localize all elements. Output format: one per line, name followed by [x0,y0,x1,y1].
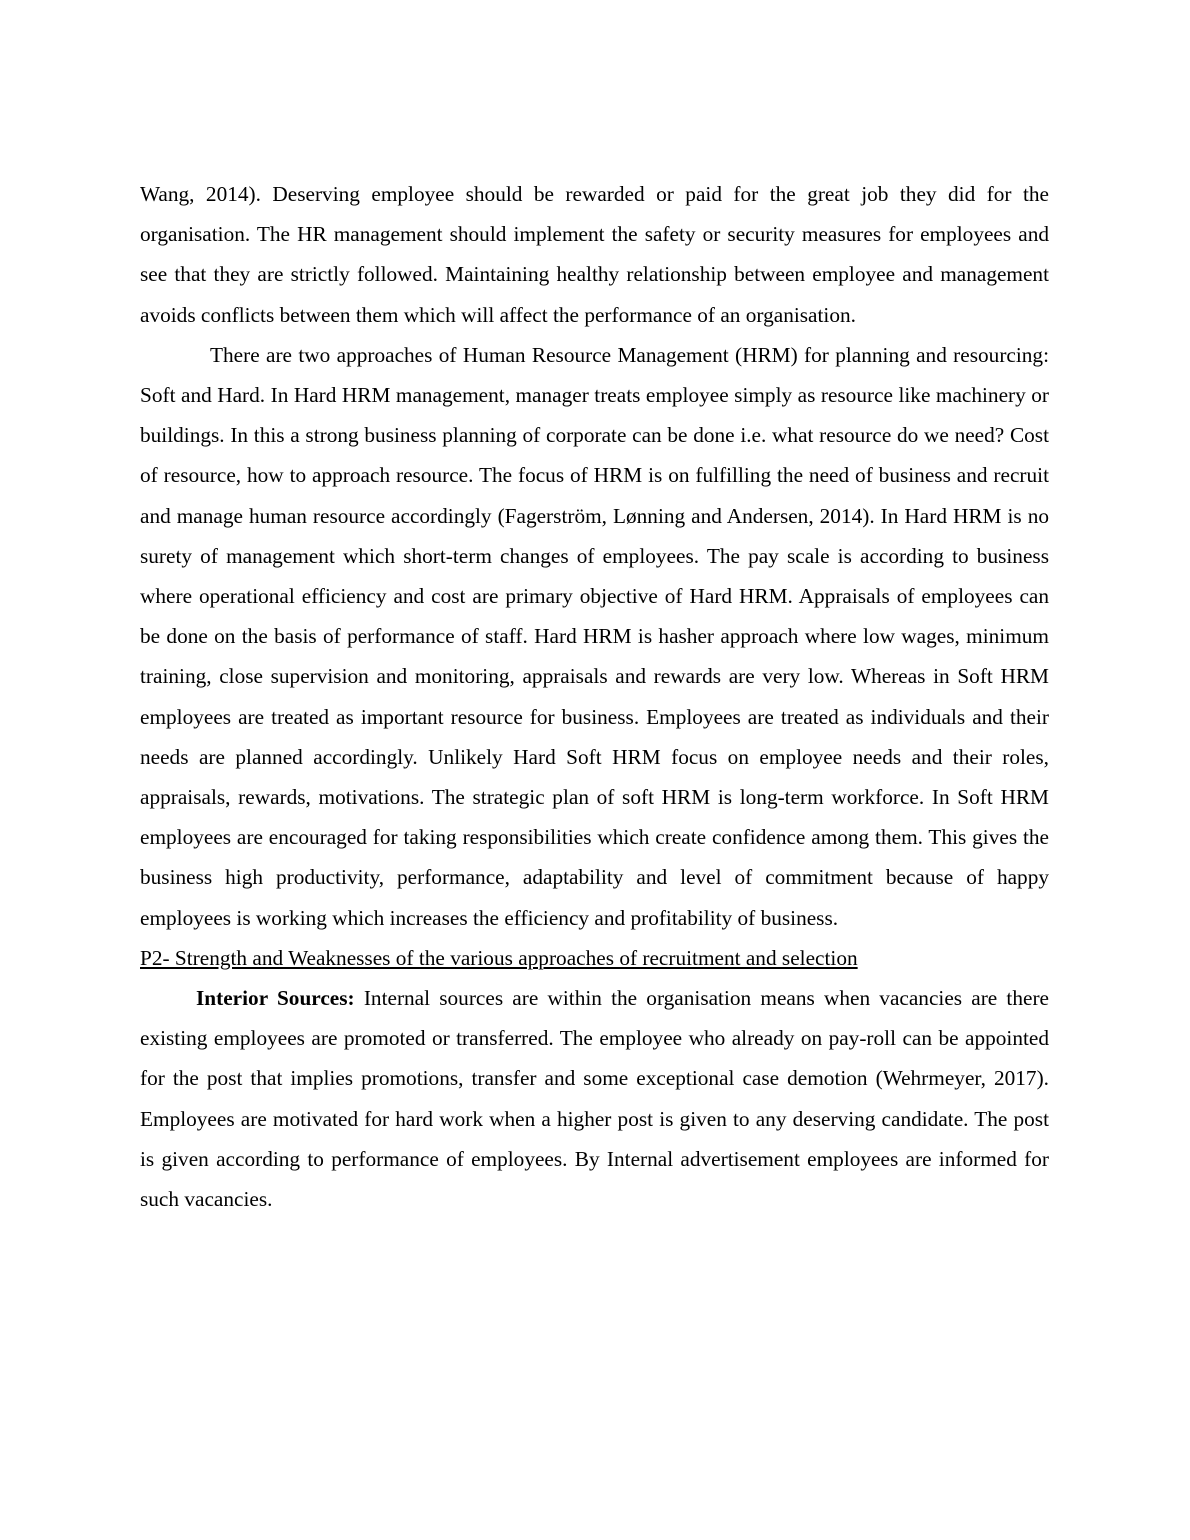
paragraph-continuation: Wang, 2014). Deserving employee should be rewarded or paid for the great job they did for the organisation. The HR management should implement the safety or security measures for employees and see that they are strictly followed. Maintaining healthy relationship between employee and management avoids conflicts between them which will affect the performance of an organisation. [140,182,1049,327]
interior-sources-label: Interior Sources: [196,986,355,1011]
paragraph-hrm-approaches: There are two approaches of Human Resource Management (HRM) for planning and resourcing: Soft and Hard. In Hard HRM management, manager treats employee simply as resource like machinery or buildings. In this a strong business planning of corporate can be done i.e. what resource do we need? Cost of resource, how to approach resource. The focus of HRM is on fulfilling the need of business and recruit and manage human resource accordingly (Fagerström, Lønning and Andersen, 2014). In Hard HRM is no surety of management which short-term changes of employees. The pay scale is according to business where operational efficiency and cost are primary objective of Hard HRM. Appraisals of employees can be done on the basis of performance of staff. Hard HRM is hasher approach where low wages, minimum training, close supervision and monitoring, appraisals and rewards are very low. Whereas in Soft HRM employees are treated as important resource for business. Employees are treated as individuals and their needs are planned accordingly. Unlikely Hard Soft HRM focus on employee needs and their roles, appraisals, rewards, motivations. The strategic plan of soft HRM is long-term workforce. In Soft HRM employees are encouraged for taking responsibilities which create confidence among them. This gives the business high productivity, performance, adaptability and level of commitment because of happy employees is working which increases the efficiency and profitability of business. [140,342,1049,930]
section-heading: P2- Strength and Weaknesses of the various approaches of recruitment and selection [140,945,858,970]
document-body [140,174,1049,1219]
paragraph-interior-sources [140,978,1049,1219]
interior-sources-body: Internal sources are within the organisation means when vacancies are there existing employees are promoted or transferred. The employee who already on pay-roll can be appointed for the post that implies promotions, transfer and some exceptional case demotion (Wehrmeyer, 2017). Employees are motivated for hard work when a higher post is given to any deserving candidate. The post is given according to performance of employees. By Internal advertisement employees are informed for such vacancies. [140,986,1049,1212]
